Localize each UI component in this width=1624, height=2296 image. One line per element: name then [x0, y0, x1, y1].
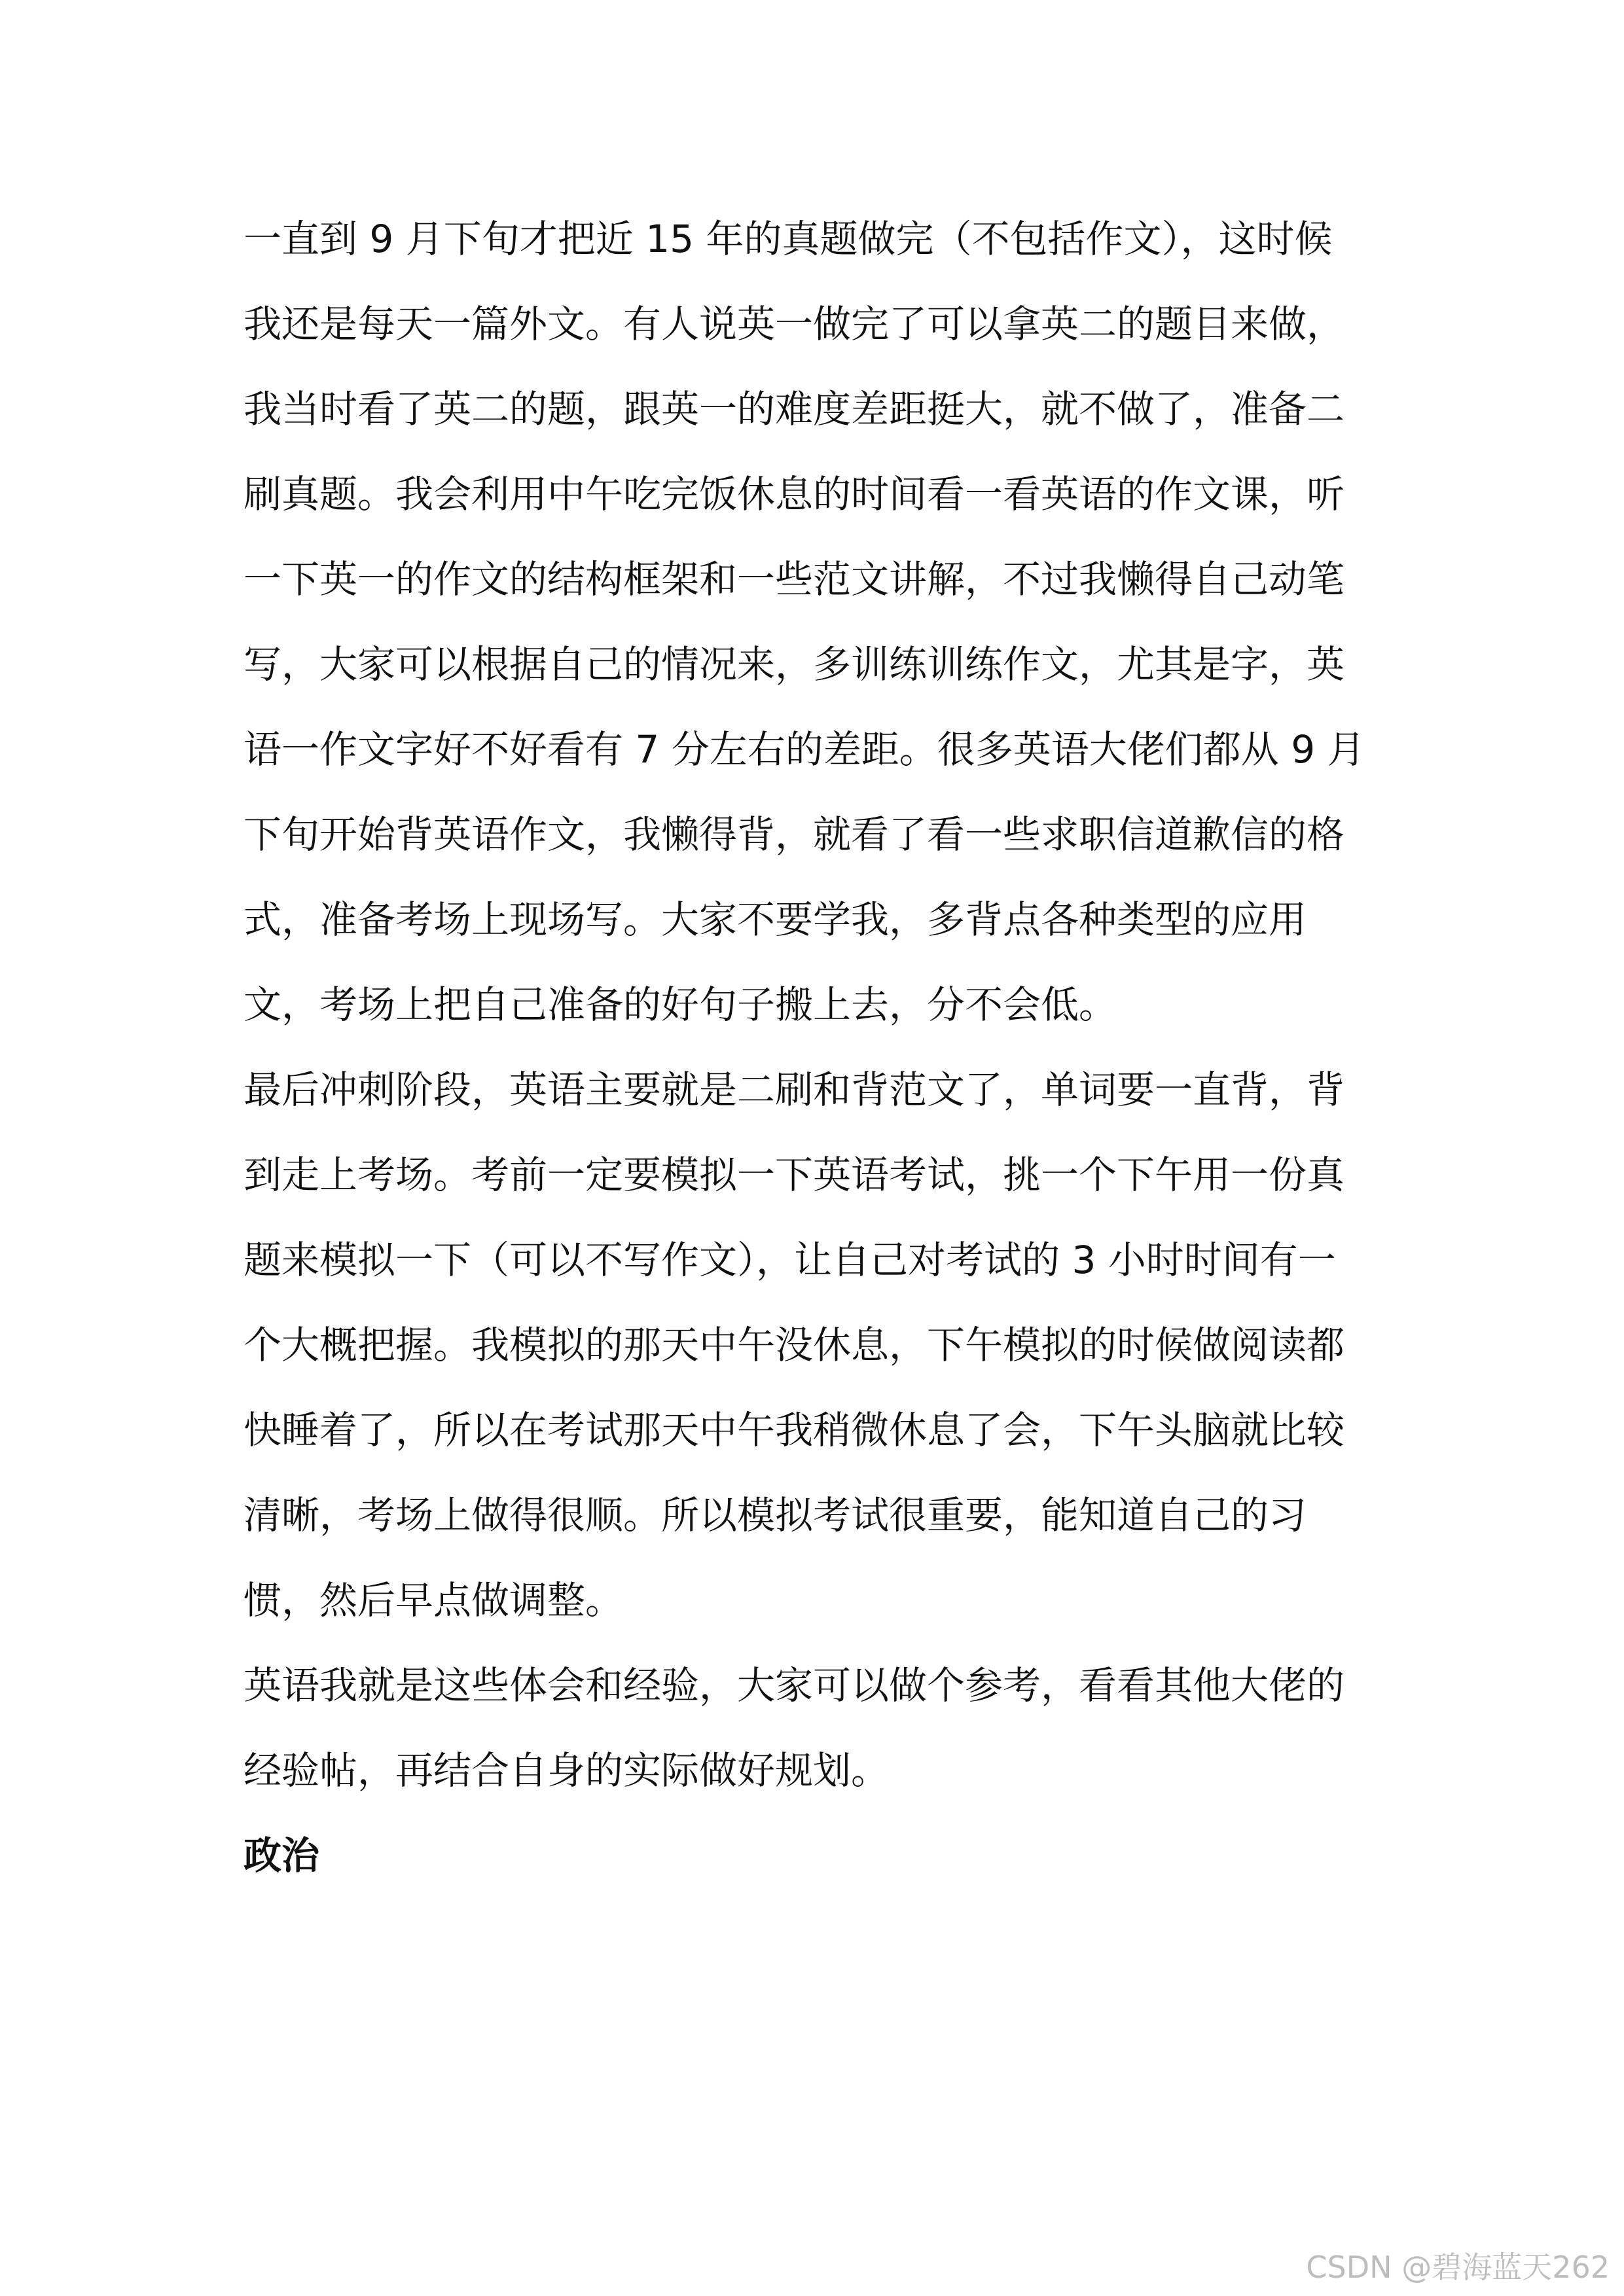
text-line: 我还是每天一篇外文。有人说英一做完了可以拿英二的题目来做， [244, 302, 1345, 346]
text-line: 个大概把握。我模拟的那天中午没休息，下午模拟的时候做阅读都 [244, 1323, 1345, 1367]
text-line: 到走上考场。考前一定要模拟一下英语考试，挑一个下午用一份真 [244, 1153, 1345, 1197]
text-line: 惯，然后早点做调整。 [244, 1578, 624, 1623]
text-line: 式，准备考场上现场写。大家不要学我，多背点各种类型的应用 [244, 897, 1307, 942]
text-line: 快睡着了，所以在考试那天中午我稍微休息了会，下午头脑就比较 [244, 1408, 1345, 1452]
text-line: 写，大家可以根据自己的情况来，多训练训练作文，尤其是字，英 [244, 642, 1345, 687]
text-line: 我当时看了英二的题，跟英一的难度差距挺大，就不做了，准备二 [244, 387, 1345, 431]
text-line: 语一作文字好不好看有 7 分左右的差距。很多英语大佬们都从 9 月 [244, 727, 1365, 772]
paragraph-final-sprint [244, 1047, 1369, 1643]
document-body [244, 196, 1369, 1898]
csdn-watermark: CSDN @碧海蓝天262 [1306, 2250, 1610, 2285]
text-line: 题来模拟一下（可以不写作文），让自己对考试的 3 小时时间有一 [244, 1238, 1336, 1282]
text-line: 下旬开始背英语作文，我懒得背，就看了看一些求职信道歉信的格 [244, 812, 1345, 857]
paragraph-summary [244, 1643, 1369, 1813]
text-line: 刷真题。我会利用中午吃完饭休息的时间看一看英语的作文课，听 [244, 472, 1345, 516]
text-line: 一下英一的作文的结构框架和一些范文讲解，不过我懒得自己动笔 [244, 557, 1345, 601]
text-line: 文，考场上把自己准备的好句子搬上去，分不会低。 [244, 982, 1117, 1027]
paragraph-english-practice [244, 196, 1369, 1047]
text-line: 经验帖，再结合自身的实际做好规划。 [244, 1748, 890, 1793]
text-line: 英语我就是这些体会和经验，大家可以做个参考，看看其他大佬的 [244, 1663, 1345, 1708]
text-line: 清晰，考场上做得很顺。所以模拟考试很重要，能知道自己的习 [244, 1493, 1307, 1537]
section-heading-politics: 政治 [244, 1833, 320, 1878]
text-line: 最后冲刺阶段，英语主要就是二刷和背范文了，单词要一直背，背 [244, 1067, 1345, 1112]
text-line: 一直到 9 月下旬才把近 15 年的真题做完（不包括作文），这时候 [244, 217, 1333, 261]
